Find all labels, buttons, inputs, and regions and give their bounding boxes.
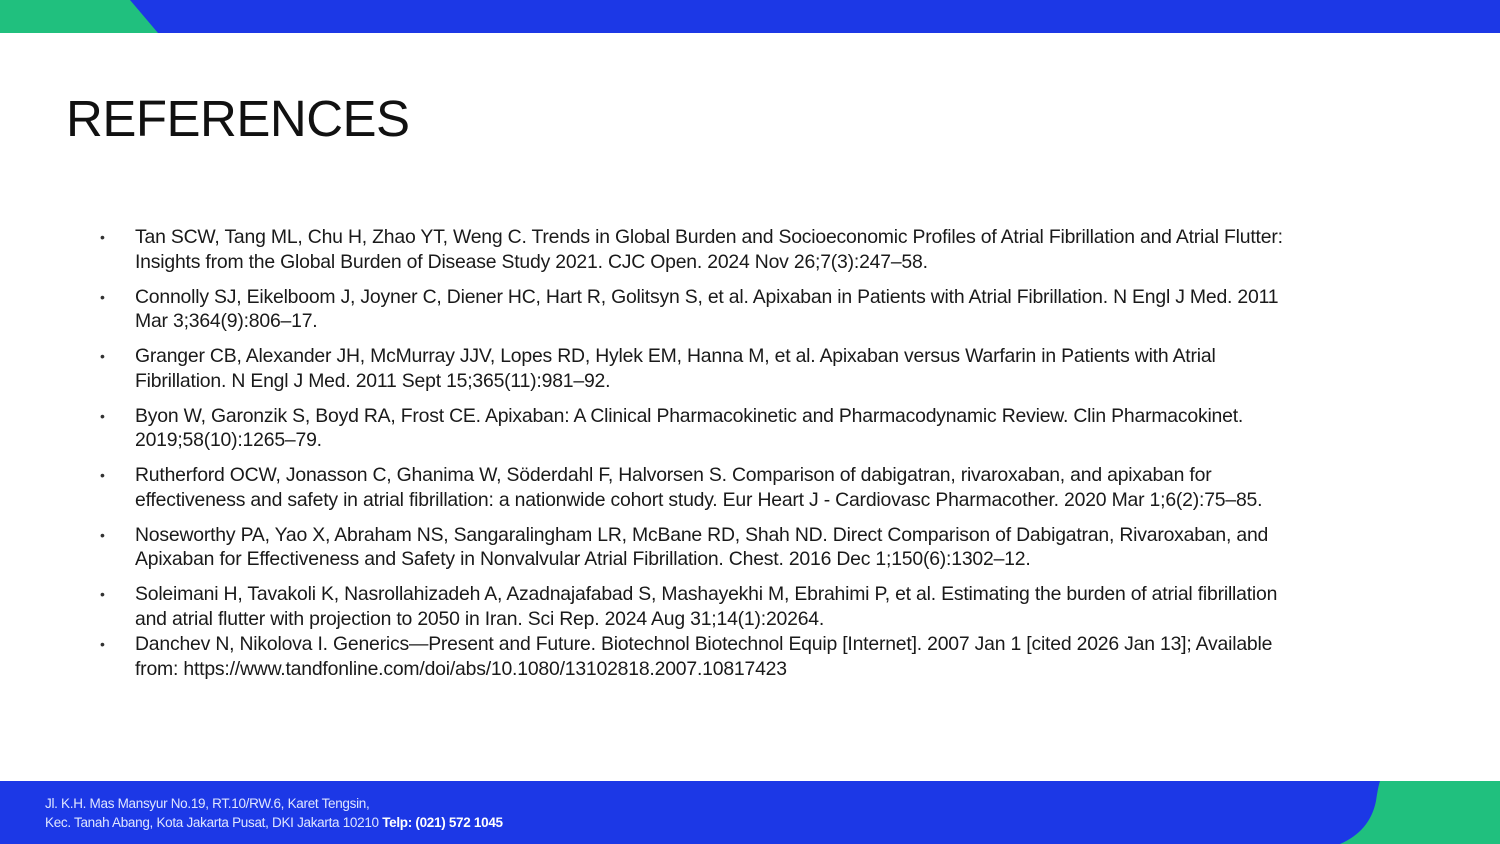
reference-line: Connolly SJ, Eikelboom J, Joyner C, Diener HC, Hart R, Golitsyn S, et al. Apixaban in Patients with Atrial Fibrillation. N Engl J Med. 2011 (135, 285, 1279, 308)
reference-item (100, 225, 1430, 274)
footer-address (45, 794, 503, 832)
address-line: Jl. K.H. Mas Mansyur No.19, RT.10/RW.6, Karet Tengsin, (45, 796, 370, 811)
reference-line: Rutherford OCW, Jonasson C, Ghanima W, Söderdahl F, Halvorsen S. Comparison of dabigatran, rivaroxaban, and apixaban for (135, 464, 1212, 486)
reference-line: Noseworthy PA, Yao X, Abraham NS, Sangaralingham LR, McBane RD, Shah ND. Direct Comparison of Dabigatran, Rivaroxaban, and (135, 523, 1269, 546)
reference-line: Soleimani H, Tavakoli K, Nasrollahizadeh A, Azadnajafabad S, Mashayekhi M, Ebrahimi P, et al. Estimating the burden of atrial fibrillation (135, 583, 1278, 605)
bullet-icon: • (100, 407, 105, 424)
reference-line: Granger CB, Alexander JH, McMurray JJV, Lopes RD, Hylek EM, Hanna M, et al. Apixaban versus Warfarin in Patients with Atrial (135, 345, 1216, 367)
bullet-icon: • (100, 467, 105, 483)
page-title: REFERENCES (66, 90, 410, 147)
bullet-icon: • (100, 348, 105, 364)
reference-line: Fibrillation. N Engl J Med. 2011 Sept 15;365(11):981–92. (135, 369, 611, 392)
reference-line: Tan SCW, Tang ML, Chu H, Zhao YT, Weng C. Trends in Global Burden and Socioeconomic Profiles of Atrial Fibrillation and Atrial Flutter: (135, 226, 1283, 248)
address-line: Kec. Tanah Abang, Kota Jakarta Pusat, DKI Jakarta 10210 (45, 815, 379, 830)
reference-item (100, 344, 1430, 393)
bullet-icon: • (100, 636, 105, 652)
reference-item (100, 582, 1430, 631)
reference-line: Danchev N, Nikolova I. Generics—Present and Future. Biotechnol Biotechnol Equip [Internet]. 2007 Jan 1 [cited 2026 Jan 13]; Available (135, 633, 1273, 655)
reference-item (100, 523, 1430, 572)
reference-line: and atrial flutter with projection to 2050 in Iran. Sci Rep. 2024 Aug 31;14(1):20264. (135, 607, 825, 630)
reference-line: Insights from the Global Burden of Disease Study 2021. CJC Open. 2024 Nov 26;7(3):247–58. (135, 250, 928, 273)
header-bar (0, 0, 1500, 33)
reference-item (100, 463, 1430, 512)
reference-item (100, 632, 1430, 681)
reference-line: Mar 3;364(9):806–17. (135, 310, 318, 332)
reference-line: Apixaban for Effectiveness and Safety in Nonvalvular Atrial Fibrillation. Chest. 2016 Dec 1;150(6):1302–12. (135, 548, 1031, 570)
reference-item (100, 285, 1430, 334)
bullet-icon: • (100, 288, 105, 305)
reference-list (100, 225, 1430, 692)
bullet-icon: • (100, 229, 105, 245)
bullet-icon: • (100, 526, 105, 543)
reference-line: Byon W, Garonzik S, Boyd RA, Frost CE. Apixaban: A Clinical Pharmacokinetic and Pharmacodynamic Review. Clin Pharmacokinet. (135, 404, 1244, 427)
reference-item (100, 404, 1430, 453)
reference-line: 2019;58(10):1265–79. (135, 429, 322, 451)
reference-line: from: https://www.tandfonline.com/doi/abs/10.1080/13102818.2007.10817423 (135, 657, 787, 680)
phone-number: Telp: (021) 572 1045 (382, 815, 503, 830)
footer-accent-shape (1340, 781, 1500, 844)
bullet-icon: • (100, 586, 105, 602)
reference-line: effectiveness and safety in atrial fibrillation: a nationwide cohort study. Eur Heart J - Cardiovasc Pharmacother. 2020 Mar 1;6(2):75–85. (135, 488, 1263, 511)
